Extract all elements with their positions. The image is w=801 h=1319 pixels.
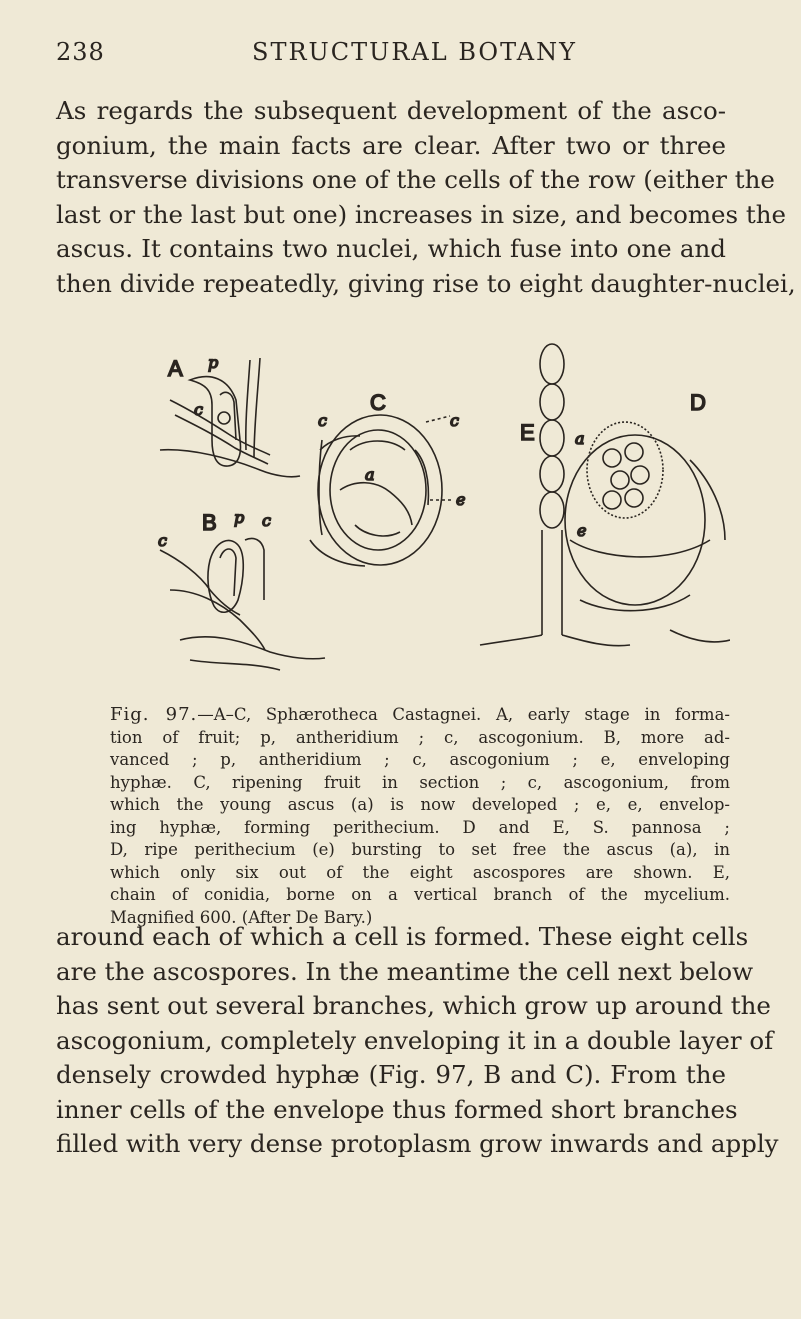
text-line: ascus. It contains two nuclei, which fuse into one and (56, 234, 726, 263)
text-line: densely crowded hyphæ (Fig. 97, B and C). From the (56, 1060, 726, 1089)
figure-number: Fig. 97. (110, 704, 198, 725)
label-A: A (168, 356, 183, 381)
label-e: e (577, 521, 587, 540)
text-line: inner cells of the envelope thus formed short branches (56, 1094, 738, 1124)
label-e: e (456, 490, 466, 509)
label-D: D (690, 390, 706, 415)
caption-line: hyphæ. C, ripening fruit in section ; c, ascogonium, from (110, 772, 730, 792)
paragraph-1 (56, 94, 796, 301)
text-line: has sent out several branches, which grow up around the (56, 991, 771, 1020)
label-C: C (370, 390, 386, 415)
text-line: are the ascospores. In the meantime the cell next below (56, 956, 754, 986)
text-line: then divide repeatedly, giving rise to eight daughter-nuclei, (56, 268, 796, 298)
figure-caption (110, 704, 730, 929)
label-c: c (450, 411, 459, 430)
text-line: filled with very dense protoplasm grow inwards and apply (56, 1129, 779, 1158)
caption-line: Fig. 97.—A–C, Sphærotheca Castagnei. A, early stage in forma- (110, 704, 730, 725)
text-line: transverse divisions one of the cells of the row (either the (56, 165, 775, 194)
caption-line: chain of conidia, borne on a vertical branch of the mycelium. (110, 885, 730, 904)
label-p: p (234, 508, 245, 527)
panel-d (565, 422, 730, 642)
label-c: c (158, 531, 167, 550)
label-B: B (202, 510, 217, 535)
caption-line: vanced ; p, antheridium ; c, ascogonium ; e, enveloping (110, 750, 730, 769)
text-line: ascogonium, completely enveloping it in a double layer of (56, 1025, 774, 1055)
label-a: a (365, 465, 375, 484)
text-line: around each of which a cell is formed. These eight cells (56, 922, 749, 951)
caption-line: Magnified 600. (After De Bary.) (110, 907, 373, 927)
caption-line: which only six out of the eight ascospores are shown. E, (110, 862, 730, 882)
paragraph-2 (56, 920, 779, 1162)
caption-line: tion of fruit; p, antheridium ; c, ascogonium. B, more ad- (110, 727, 730, 747)
caption-line: which the young ascus (a) is now developed ; e, e, envelop- (110, 795, 730, 814)
panel-b (160, 538, 325, 670)
page-header (56, 38, 716, 78)
text-line: As regards the subsequent development of the asco- (56, 96, 726, 125)
text-line: last or the last but one) increases in size, and becomes the (56, 199, 787, 229)
botanical-illustration (150, 340, 730, 680)
label-p: p (208, 353, 219, 372)
label-a: a (575, 429, 585, 448)
caption-line: ing hyphæ, forming perithecium. D and E, S. pannosa ; (110, 817, 730, 837)
page-number: 238 (56, 38, 105, 66)
running-head: STRUCTURAL BOTANY (252, 38, 577, 66)
label-c: c (194, 400, 203, 419)
figure-97 (150, 340, 730, 680)
panel-c (310, 415, 442, 566)
panel-e (480, 344, 630, 646)
text-line: gonium, the main facts are clear. After two or three (56, 130, 726, 160)
caption-line: D, ripe perithecium (e) bursting to set free the ascus (a), in (110, 840, 730, 859)
label-E: E (520, 420, 535, 445)
label-c: c (262, 511, 271, 530)
label-c: c (318, 411, 327, 430)
